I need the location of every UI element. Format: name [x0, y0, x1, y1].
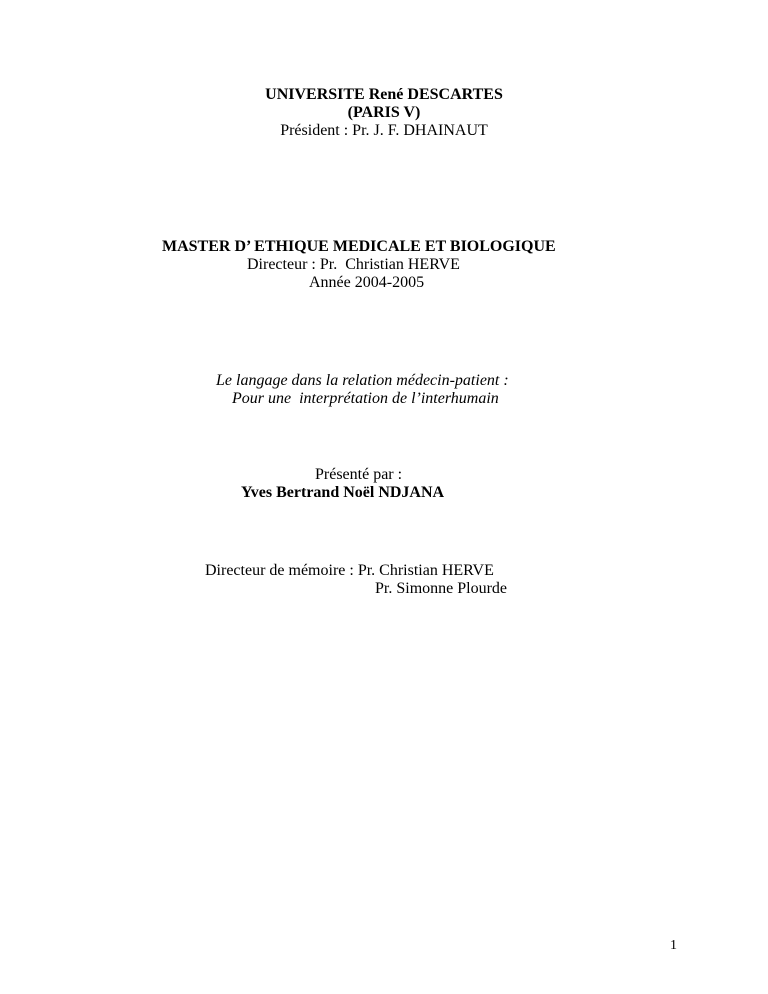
master-director: Directeur : Pr. Christian HERVE: [247, 256, 460, 273]
thesis-title-line-1: Le langage dans la relation médecin-patient :: [216, 372, 509, 389]
presenter-label: Présenté par :: [315, 466, 403, 483]
supervisor-line-2: Pr. Simonne Plourde: [375, 580, 508, 597]
university-subtitle: (PARIS V): [347, 104, 421, 121]
thesis-title-line-2: Pour une interprétation de l’interhumain: [232, 390, 499, 407]
page-number: 1: [670, 938, 677, 953]
master-year: Année 2004-2005: [309, 274, 425, 291]
university-name: UNIVERSITE René DESCARTES: [265, 86, 503, 103]
presenter-name: Yves Bertrand Noël NDJANA: [241, 484, 445, 501]
university-president: Président : Pr. J. F. DHAINAUT: [280, 122, 488, 139]
master-title: MASTER D’ ETHIQUE MEDICALE ET BIOLOGIQUE: [162, 238, 556, 255]
supervisor-line-1: Directeur de mémoire : Pr. Christian HERVE: [205, 562, 494, 579]
